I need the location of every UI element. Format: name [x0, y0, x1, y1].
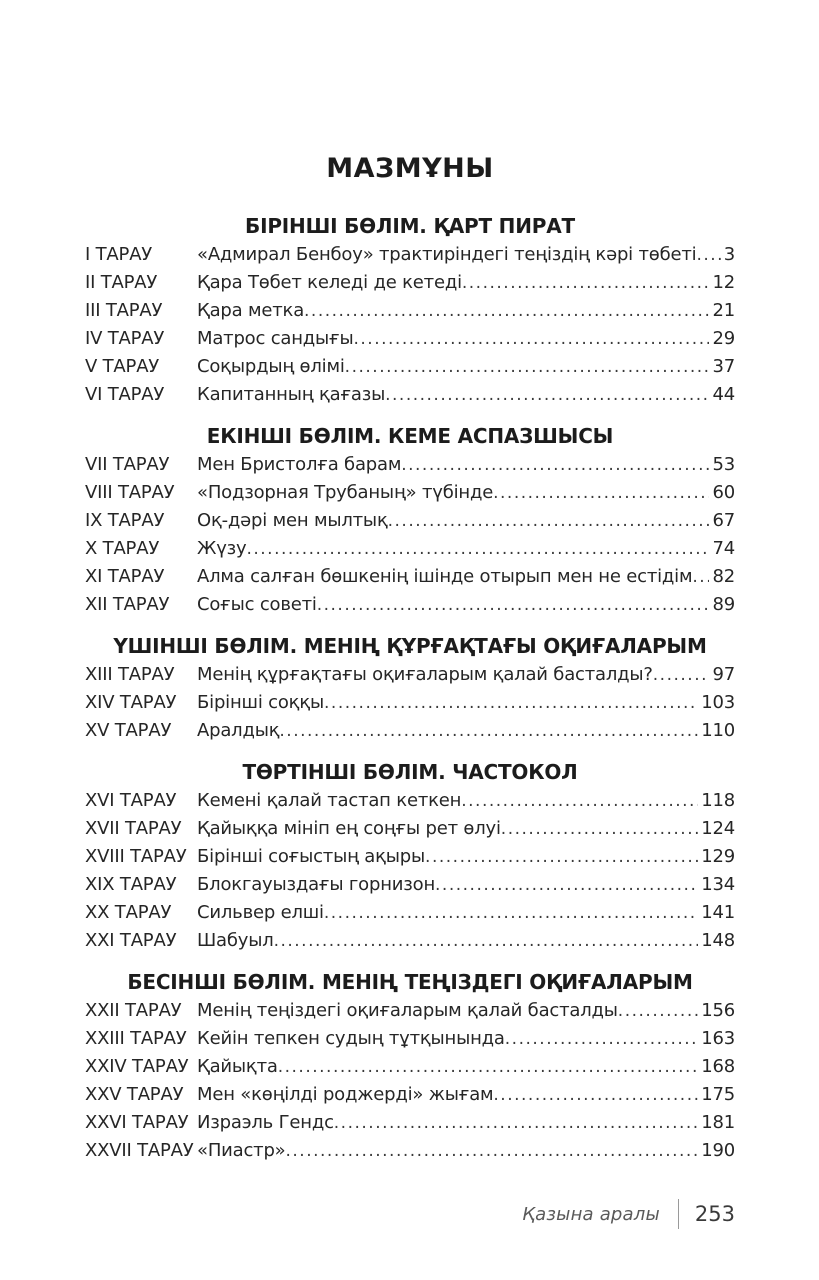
chapter-label: XI ТАРАУ: [85, 566, 165, 587]
chapter-label: VIII ТАРАУ: [85, 482, 175, 503]
chapter-title: Сильвер елші: [197, 902, 324, 923]
section-rows: [85, 787, 735, 955]
dot-leader: [461, 787, 698, 815]
toc-row: [85, 451, 735, 479]
chapter-label: VII ТАРАУ: [85, 454, 170, 475]
chapter-page-number: 163: [701, 1028, 735, 1049]
toc-row: [85, 661, 735, 689]
toc-row: [85, 815, 735, 843]
dot-leader: [286, 1137, 699, 1165]
chapter-page-number: 156: [701, 1000, 735, 1021]
chapter-label: XXVII ТАРАУ: [85, 1140, 194, 1161]
chapter-label: XX ТАРАУ: [85, 902, 172, 923]
chapter-label: XIV ТАРАУ: [85, 692, 177, 713]
dot-leader: [425, 843, 698, 871]
footer-divider: [678, 1199, 679, 1229]
toc-row: [85, 927, 735, 955]
chapter-label: XXIII ТАРАУ: [85, 1028, 187, 1049]
chapter-title: Блокгауыздағы горнизон: [197, 874, 436, 895]
chapter-label: XII ТАРАУ: [85, 594, 170, 615]
chapter-label: XXII ТАРАУ: [85, 1000, 182, 1021]
chapter-page-number: 44: [712, 384, 735, 405]
dot-leader: [274, 927, 699, 955]
chapter-title: Жүзу: [197, 538, 247, 559]
chapter-label: IX ТАРАУ: [85, 510, 165, 531]
page-title: МАЗМҰНЫ: [326, 153, 494, 184]
toc-row: [85, 1025, 735, 1053]
section-rows: [85, 661, 735, 745]
chapter-label: III ТАРАУ: [85, 300, 163, 321]
toc-section: [85, 212, 735, 409]
chapter-title: Кемені қалай тастап кеткен: [197, 790, 462, 811]
chapter-page-number: 141: [701, 902, 735, 923]
chapter-title: Кейін тепкен судың тұтқынында: [197, 1028, 505, 1049]
chapter-label: XXV ТАРАУ: [85, 1084, 184, 1105]
dot-leader: [696, 241, 720, 269]
dot-leader: [618, 997, 698, 1025]
toc-sections: [85, 212, 735, 1165]
chapter-label: XIII ТАРАУ: [85, 664, 175, 685]
chapter-page-number: 60: [712, 482, 735, 503]
dot-leader: [388, 507, 710, 535]
chapter-page-number: 29: [712, 328, 735, 349]
chapter-page-number: 21: [712, 300, 735, 321]
chapter-page-number: 74: [712, 538, 735, 559]
chapter-label: XXIV ТАРАУ: [85, 1056, 189, 1077]
toc-row: [85, 479, 735, 507]
chapter-title: Менің теңіздегі оқиғаларым қалай басталды: [197, 1000, 618, 1021]
dot-leader: [354, 325, 710, 353]
chapter-title: Соғыс советі: [197, 594, 317, 615]
dot-leader: [324, 899, 698, 927]
chapter-page-number: 134: [701, 874, 735, 895]
toc-section: [85, 422, 735, 619]
dot-leader: [653, 661, 710, 689]
chapter-label: X ТАРАУ: [85, 538, 160, 559]
chapter-title: Шабуыл: [197, 930, 274, 951]
dot-leader: [493, 1081, 698, 1109]
chapter-title: Менің құрғақтағы оқиғаларым қалай басталды?: [197, 664, 653, 685]
dot-leader: [385, 381, 709, 409]
section-rows: [85, 241, 735, 409]
dot-leader: [334, 1109, 698, 1137]
dot-leader: [279, 717, 698, 745]
chapter-label: VI ТАРАУ: [85, 384, 165, 405]
chapter-label: XV ТАРАУ: [85, 720, 172, 741]
toc-row: [85, 1137, 735, 1165]
chapter-title: «Адмирал Бенбоу» трактиріндегі теңіздің кәрі төбеті: [197, 244, 697, 265]
chapter-page-number: 97: [712, 664, 735, 685]
dot-leader: [278, 1053, 699, 1081]
page-footer: [522, 1196, 735, 1232]
section-heading: БЕСІНШІ БӨЛІМ. МЕНІҢ ТЕҢІЗДЕГІ ОҚИҒАЛАРЫМ: [127, 970, 693, 994]
toc-row: [85, 325, 735, 353]
chapter-label: V ТАРАУ: [85, 356, 160, 377]
toc-row: [85, 535, 735, 563]
dot-leader: [501, 815, 698, 843]
section-heading: БІРІНШІ БӨЛІМ. ҚАРТ ПИРАТ: [245, 214, 575, 238]
chapter-page-number: 190: [701, 1140, 735, 1161]
chapter-page-number: 175: [701, 1084, 735, 1105]
toc-row: [85, 241, 735, 269]
dot-leader: [493, 479, 709, 507]
chapter-title: Бірінші соғыстың ақыры: [197, 846, 426, 867]
chapter-page-number: 129: [701, 846, 735, 867]
toc-row: [85, 591, 735, 619]
toc-row: [85, 899, 735, 927]
chapter-page-number: 118: [701, 790, 735, 811]
chapter-page-number: 89: [712, 594, 735, 615]
chapter-label: XVI ТАРАУ: [85, 790, 177, 811]
toc-row: [85, 717, 735, 745]
chapter-title: Қара метка: [197, 300, 305, 321]
chapter-title: Бірінші соққы: [197, 692, 325, 713]
toc-section: [85, 968, 735, 1165]
dot-leader: [345, 353, 710, 381]
chapter-label: XIX ТАРАУ: [85, 874, 177, 895]
chapter-page-number: 37: [712, 356, 735, 377]
section-rows: [85, 451, 735, 619]
toc-row: [85, 353, 735, 381]
section-heading: ҮШІНШІ БӨЛІМ. МЕНІҢ ҚҰРҒАҚТАҒЫ ОҚИҒАЛАРЫМ: [113, 634, 707, 658]
toc-row: [85, 997, 735, 1025]
chapter-page-number: 82: [712, 566, 735, 587]
toc-row: [85, 563, 735, 591]
chapter-title: Мен Бристолға барам: [197, 454, 402, 475]
chapter-label: XVII ТАРАУ: [85, 818, 182, 839]
dot-leader: [401, 451, 709, 479]
chapter-title: Матрос сандығы: [197, 328, 354, 349]
chapter-label: I ТАРАУ: [85, 244, 153, 265]
toc-section: [85, 758, 735, 955]
chapter-title: Аралдық: [197, 720, 280, 741]
toc-row: [85, 269, 735, 297]
chapter-page-number: 67: [712, 510, 735, 531]
dot-leader: [462, 269, 710, 297]
toc-row: [85, 689, 735, 717]
toc-row: [85, 1109, 735, 1137]
toc-row: [85, 1053, 735, 1081]
chapter-title: Қайықта: [197, 1056, 278, 1077]
chapter-page-number: 53: [712, 454, 735, 475]
chapter-title: Оқ-дәрі мен мылтық: [197, 510, 388, 531]
toc-row: [85, 507, 735, 535]
section-heading: ЕКІНШІ БӨЛІМ. КЕМЕ АСПАЗШЫСЫ: [206, 424, 614, 448]
dot-leader: [692, 563, 709, 591]
chapter-title: Қара Төбет келеді де кетеді: [197, 272, 462, 293]
chapter-title: Алма салған бөшкенің ішінде отырып мен не естідім: [197, 566, 693, 587]
chapter-page-number: 124: [701, 818, 735, 839]
footer-book-title: Қазына аралы: [522, 1203, 660, 1225]
chapter-label: II ТАРАУ: [85, 272, 158, 293]
chapter-label: XXVI ТАРАУ: [85, 1112, 189, 1133]
toc-row: [85, 381, 735, 409]
section-rows: [85, 997, 735, 1165]
toc-section: [85, 632, 735, 745]
chapter-label: IV ТАРАУ: [85, 328, 165, 349]
chapter-page-number: 148: [701, 930, 735, 951]
toc-row: [85, 1081, 735, 1109]
chapter-label: XVIII ТАРАУ: [85, 846, 187, 867]
chapter-page-number: 3: [723, 244, 735, 265]
dot-leader: [246, 535, 709, 563]
toc-row: [85, 843, 735, 871]
chapter-title: Капитанның қағазы: [197, 384, 386, 405]
chapter-page-number: 103: [701, 692, 735, 713]
toc-row: [85, 871, 735, 899]
toc-row: [85, 297, 735, 325]
dot-leader: [304, 297, 709, 325]
chapter-title: Қайыққа мініп ең соңғы рет өлуі: [197, 818, 501, 839]
dot-leader: [505, 1025, 698, 1053]
chapter-label: XXI ТАРАУ: [85, 930, 177, 951]
chapter-page-number: 12: [712, 272, 735, 293]
chapter-title: Соқырдың өлімі: [197, 356, 345, 377]
chapter-page-number: 110: [701, 720, 735, 741]
table-of-contents: [85, 150, 735, 1165]
toc-row: [85, 787, 735, 815]
dot-leader: [435, 871, 698, 899]
dot-leader: [324, 689, 698, 717]
chapter-page-number: 181: [701, 1112, 735, 1133]
chapter-title: «Пиастр»: [197, 1140, 286, 1161]
chapter-page-number: 168: [701, 1056, 735, 1077]
chapter-title: «Подзорная Трубаның» түбінде: [197, 482, 494, 503]
chapter-title: Мен «көңілді роджерді» жығам: [197, 1084, 494, 1105]
dot-leader: [317, 591, 710, 619]
chapter-title: Израэль Гендс: [197, 1112, 334, 1133]
section-heading: ТӨРТІНШІ БӨЛІМ. ЧАСТОКОЛ: [242, 760, 578, 784]
footer-page-number: 253: [694, 1202, 735, 1226]
